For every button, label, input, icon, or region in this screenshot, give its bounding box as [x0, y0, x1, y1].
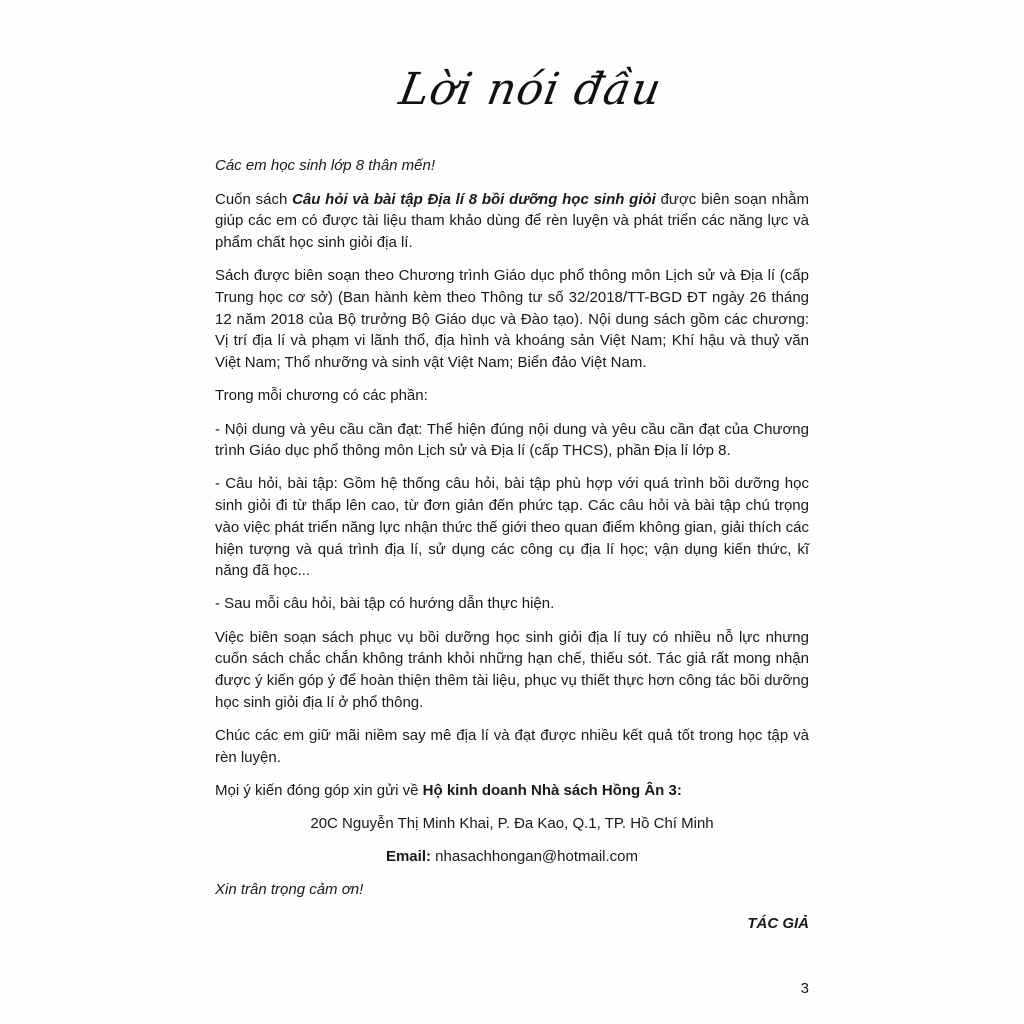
contact-intro: Mọi ý kiến đóng góp xin gửi về — [215, 781, 423, 799]
paragraph-guidance: - Sau mỗi câu hỏi, bài tập có hướng dẫn thực hiện. — [215, 595, 555, 613]
email-address: nhasachhongan@hotmail.com — [430, 848, 639, 866]
paragraph-curriculum: Sách được biên soạn theo Chương trình Giáo dục phổ thông môn Lịch sử và Địa lí (cấp Trung học cơ sở) (Ban hành kèm theo Thông tư số 32/2018/TT-BGD ĐT ngày 26 tháng 12 năm 2018 của Bộ trưởng Bộ Giáo dục và Đào tạo). Nội dung sách gồm các chương: Vị trí địa lí và phạm vi lãnh thổ, địa hình và khoáng sản Việt Nam; Khí hậu và thuỷ văn Việt Nam; Thổ nhưỡng và sinh vật Việt Nam; Biển đảo Việt Nam. — [215, 267, 809, 372]
book-title: Câu hỏi và bài tập Địa lí 8 bồi dưỡng học sinh giỏi — [292, 190, 656, 208]
paragraph-content-requirements: - Nội dung và yêu cầu cần đạt: Thể hiện đúng nội dung và yêu cầu cần đạt của Chương trình Giáo dục phổ thông môn Lịch sử và Địa lí (cấp THCS), phần Địa lí lớp 8. — [215, 420, 809, 460]
contact-email-line — [215, 846, 809, 868]
paragraph-wishes: Chúc các em giữ mãi niềm say mê địa lí và đạt được nhiều kết quả tốt trong học tập và rèn luyện. — [215, 726, 809, 766]
page-title: Lời nói đầu — [395, 64, 666, 115]
paragraph-questions: - Câu hỏi, bài tập: Gồm hệ thống câu hỏi, bài tập phù hợp với quá trình bồi dưỡng học sinh giỏi đi từ thấp lên cao, từ đơn giản đến phức tạp. Các câu hỏi và bài tập chú trọng vào việc phát triển năng lực nhận thức thế giới theo quan điểm không gian, giải thích các hiện tượng và quá trình địa lí, sử dụng các công cụ địa lí học; vận dụng kiến thức, kĩ năng đã học... — [215, 475, 809, 580]
thanks-line: Xin trân trọng cảm ơn! — [215, 881, 364, 899]
publisher-colon: : — [676, 781, 682, 799]
publisher-name: Hộ kinh doanh Nhà sách Hồng Ân 3 — [422, 781, 677, 799]
paragraph-sections-intro: Trong mỗi chương có các phần: — [215, 387, 428, 405]
contact-line — [215, 780, 809, 802]
greeting: Các em học sinh lớp 8 thân mến! — [215, 157, 436, 174]
paragraph-intro — [215, 189, 809, 254]
preface-body — [215, 155, 809, 946]
contact-address: 20C Nguyễn Thị Minh Khai, P. Đa Kao, Q.1, TP. Hồ Chí Minh — [310, 815, 714, 833]
paragraph-limitations: Việc biên soạn sách phục vụ bồi dưỡng học sinh giỏi địa lí tuy có nhiều nỗ lực nhưng cuốn sách chắc chắn không tránh khỏi những hạn chế, thiếu sót. Tác giả rất mong nhận được ý kiến góp ý để hoàn thiện thêm tài liệu, phục vụ thiết thực hơn công tác bồi dưỡng học sinh giỏi địa lí ở phổ thông. — [215, 628, 809, 711]
paragraph-intro-before: Cuốn sách — [215, 190, 293, 208]
page-number: 3 — [800, 980, 809, 997]
paragraph-intro-after: được biên soạn nhằm giúp các em có được tài liệu tham khảo dùng để rèn luyện và phát triển các năng lực và phẩm chất học sinh giỏi địa lí. — [215, 190, 809, 252]
email-label: Email: — [385, 848, 431, 866]
author-signature: TÁC GIẢ — [747, 914, 809, 932]
